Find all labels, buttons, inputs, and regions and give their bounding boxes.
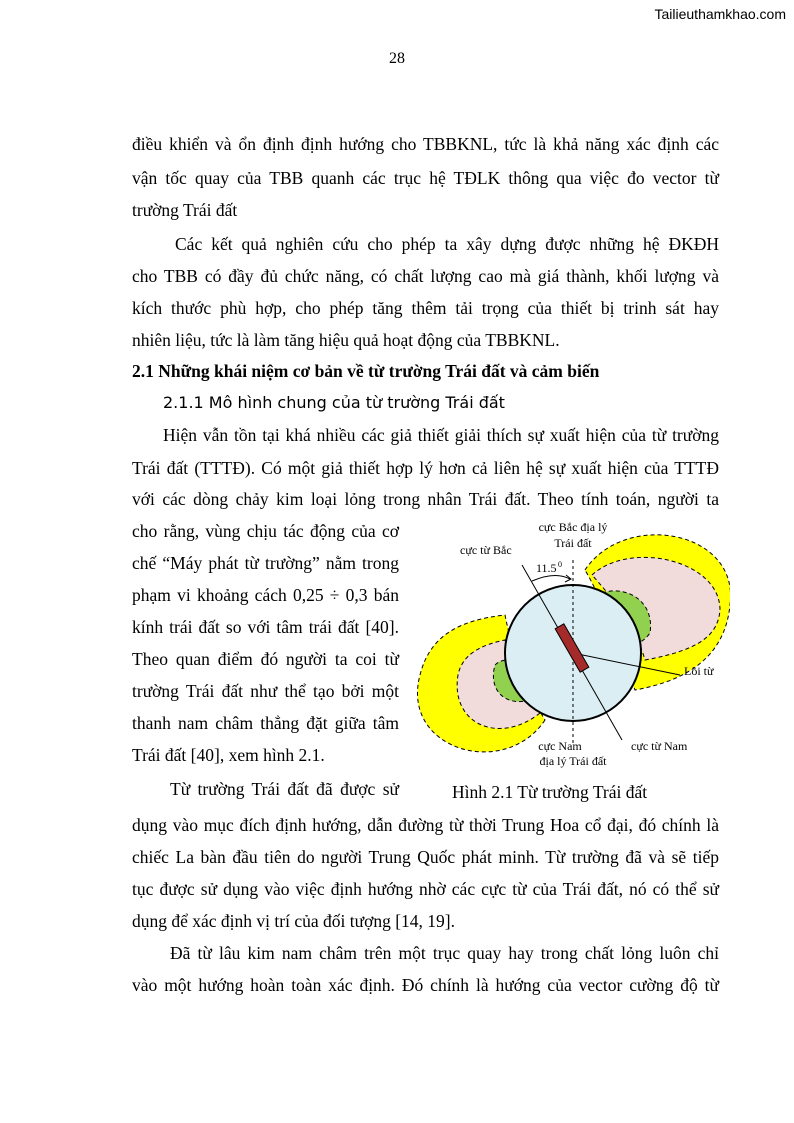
text-line: Trái đất (TTTĐ). Có một giả thiết hợp lý hơn cả liên hệ sự xuất hiện của TTTĐ (132, 458, 719, 478)
text-line: Hiện vẫn tồn tại khá nhiều các giả thiết giải thích sự xuất hiện của từ trường (163, 425, 719, 445)
geo-north-label: cực Bắc địa lý (538, 520, 608, 534)
geo-south-label-2: địa lý Trái đất (539, 754, 607, 768)
text-line: chiếc La bàn đầu tiên do người Trung Quốc phát minh. Từ trường đã và sẽ tiếp (132, 847, 719, 867)
geo-south-label: cực Nam (538, 739, 582, 753)
angle-arc (532, 575, 570, 581)
subsection-heading: 2.1.1 Mô hình chung của từ trường Trái đất (163, 393, 505, 412)
text-line: vào một hướng hoàn toàn xác định. Đó chính là hướng của vector cường độ từ (132, 975, 719, 995)
text-line: với các dòng chảy kim loại lỏng trong nhân Trái đất. Theo tính toán, người ta (132, 489, 719, 509)
section-heading: 2.1 Những khái niệm cơ bản về từ trường Trái đất và cảm biến (132, 361, 600, 381)
earth-magnetic-field-figure (410, 515, 730, 770)
text-line: nhiên liệu, tức là làm tăng hiệu quả hoạt động của TBBKNL. (132, 330, 560, 350)
text-line: phạm vi khoảng cách 0,25 ÷ 0,3 bán (132, 585, 399, 605)
mag-south-label: cực từ Nam (631, 739, 688, 753)
text-line: tục được sử dụng vào việc định hướng nhờ các cực từ của Trái đất, nó có thể sử (132, 879, 719, 899)
text-line: vận tốc quay của TBB quanh các trục hệ TĐLK thông qua việc đo vector từ (132, 168, 719, 188)
text-line: dụng để xác định vị trí của đối tượng [14, 19]. (132, 911, 455, 931)
text-line: kính trái đất so với tâm trái đất [40]. (132, 617, 399, 637)
text-line: trường Trái đất (132, 200, 238, 220)
text-line: trường Trái đất như thể tạo bởi một (132, 681, 399, 701)
text-line: điều khiển và ổn định định hướng cho TBBKNL, tức là khả năng xác định các (132, 134, 719, 154)
text-line: cho TBB có đầy đủ chức năng, có chất lượng cao mà giá thành, khối lượng và (132, 266, 719, 286)
page-number: 28 (389, 50, 405, 67)
text-line: chế “Máy phát từ trường” nằm trong (132, 553, 399, 573)
text-line: dụng vào mục đích định hướng, dẫn đường từ thời Trung Hoa cổ đại, đó chính là (132, 815, 719, 835)
text-line: Theo quan điểm đó người ta coi từ (132, 649, 399, 669)
text-line: Các kết quả nghiên cứu cho phép ta xây dựng được những hệ ĐKĐH (175, 234, 719, 254)
mag-north-label: cực từ Bắc (460, 543, 512, 557)
text-line: Đã từ lâu kim nam châm trên một trục quay hay trong chất lỏng luôn chỉ (170, 943, 719, 963)
watermark: Tailieuthamkhao.com (654, 6, 786, 22)
geo-north-label-2: Trái đất (554, 536, 592, 550)
text-line: thanh nam châm thẳng đặt giữa tâm (132, 713, 399, 733)
core-label: Lõi từ (684, 664, 714, 678)
text-line: Từ trường Trái đất đã được sử (170, 779, 399, 799)
angle-degree: 0 (558, 560, 562, 569)
text-line: Trái đất [40], xem hình 2.1. (132, 745, 325, 765)
text-line: kích thước phù hợp, cho phép tăng thêm tải trọng của thiết bị trinh sát hay (132, 298, 719, 318)
text-line: cho rằng, vùng chịu tác động của cơ (132, 521, 399, 541)
figure-caption: Hình 2.1 Từ trường Trái đất (452, 782, 648, 802)
angle-label: 11.5 (536, 561, 557, 575)
